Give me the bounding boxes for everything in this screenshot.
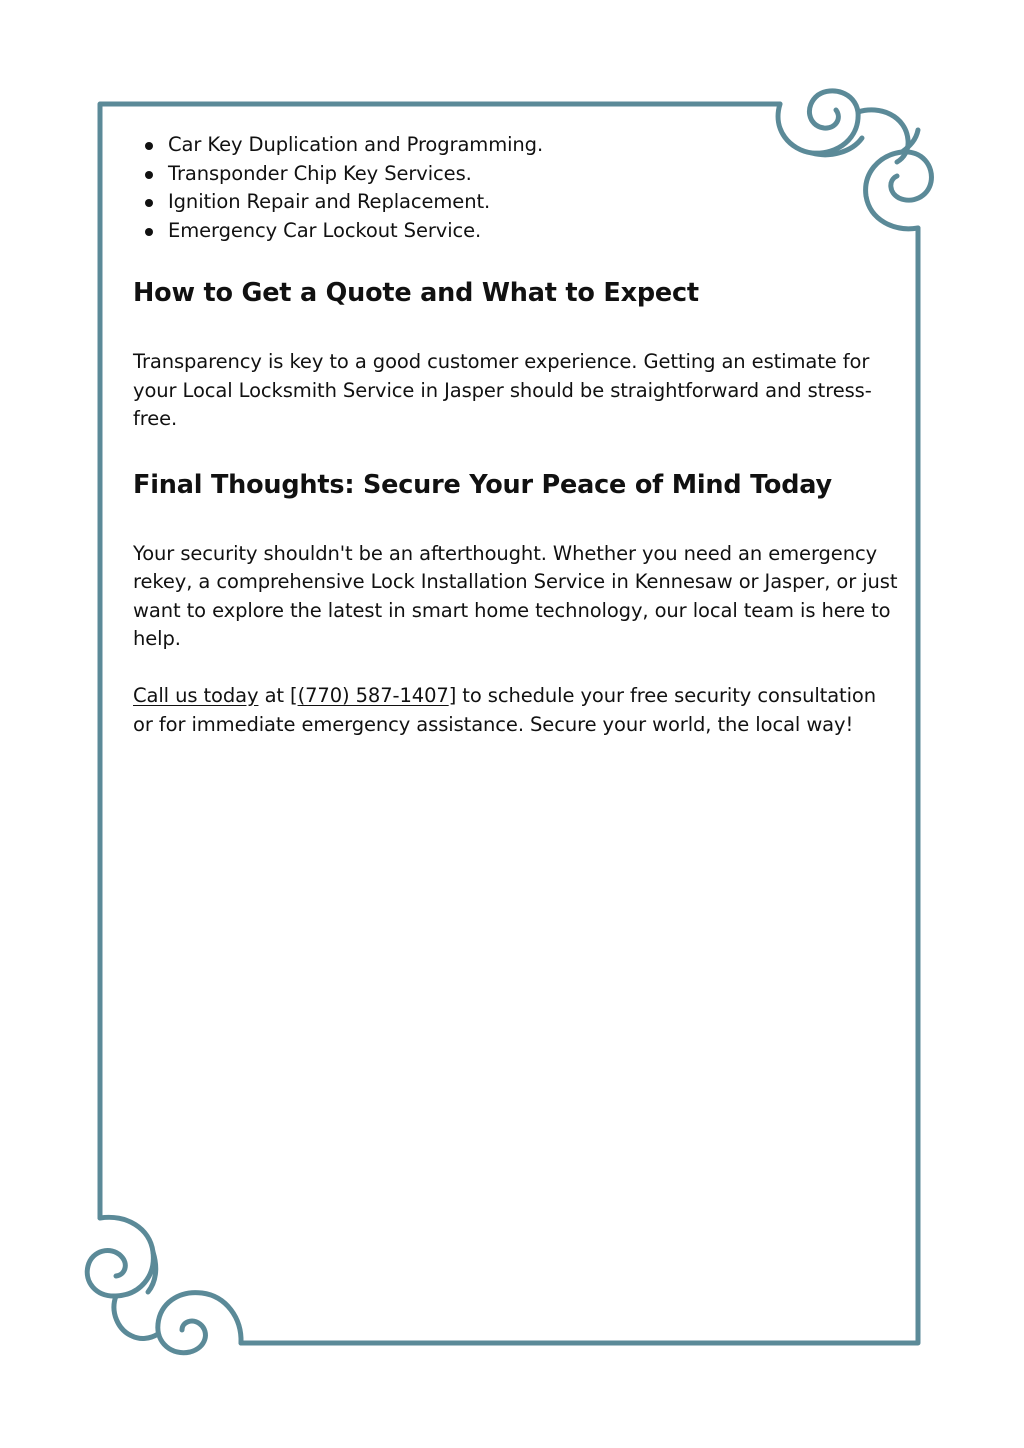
call-us-link[interactable]: Call us today (133, 684, 259, 707)
final-thoughts-paragraph: Your security shouldn't be an afterthought. Whether you need an emergency rekey, a comprehensive Lock Installation Service in Kennesaw or Jasper, or just want to explore the latest in smart home technology, our local team is here to help. (133, 541, 898, 650)
call-mid-text: at [ (258, 684, 298, 707)
list-item: Transponder Chip Key Services. (168, 160, 898, 189)
call-to-action-paragraph (133, 682, 898, 739)
call-tail-text: ] to schedule your free security consultation or for immediate emergency assistance. Secure your world, the local way! (133, 684, 877, 736)
phone-link[interactable]: (770) 587-1407 (297, 684, 449, 707)
final-thoughts-heading: Final Thoughts: Secure Your Peace of Mind Today (133, 469, 832, 500)
quote-heading: How to Get a Quote and What to Expect (133, 278, 699, 308)
services-list (133, 131, 898, 245)
list-item: Emergency Car Lockout Service. (168, 217, 898, 246)
swirl-bottom-left-icon (87, 1217, 241, 1352)
quote-paragraph: Transparency is key to a good customer experience. Getting an estimate for your Local Locksmith Service in Jasper should be straightforward and stress-free. (133, 350, 872, 430)
list-item: Car Key Duplication and Programming. (168, 131, 898, 160)
document-content (133, 131, 898, 739)
list-item: Ignition Repair and Replacement. (168, 188, 898, 217)
